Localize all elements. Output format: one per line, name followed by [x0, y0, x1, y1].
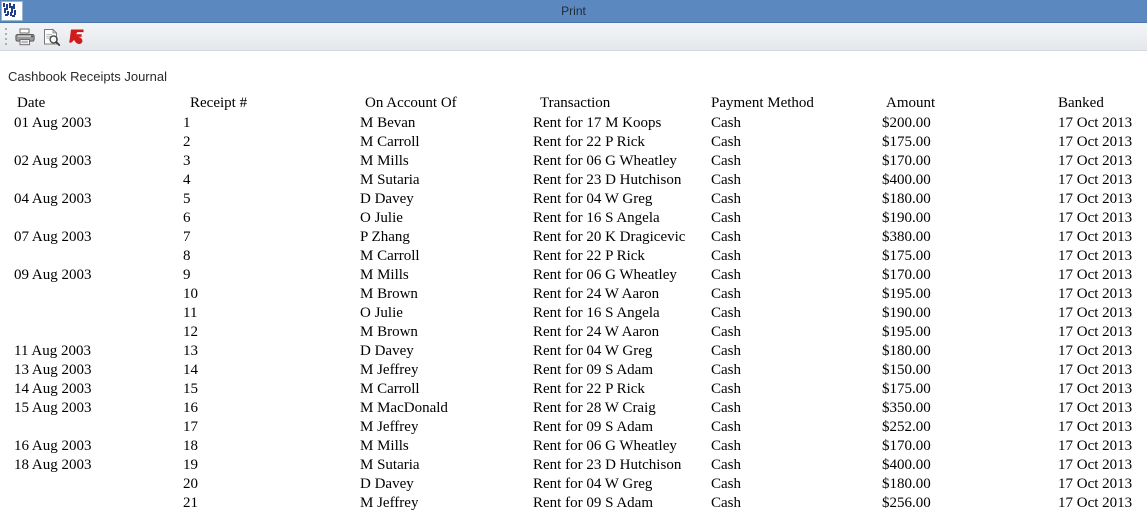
cell-on-account-of: D Davey — [360, 343, 414, 359]
print-button[interactable] — [12, 25, 38, 48]
cell-transaction: Rent for 09 S Adam — [533, 419, 653, 435]
table-row[interactable] — [0, 457, 1147, 476]
cell-banked: 17 Oct 2013 — [1058, 400, 1133, 416]
cell-transaction: Rent for 23 D Hutchison — [533, 172, 682, 188]
cell-receipt-number: 13 — [183, 343, 198, 359]
cell-transaction: Rent for 24 W Aaron — [533, 324, 660, 340]
cell-transaction: Rent for 04 W Greg — [533, 343, 653, 359]
cell-receipt-number: 14 — [183, 362, 198, 378]
table-row[interactable] — [0, 248, 1147, 267]
cell-receipt-number: 9 — [183, 267, 191, 283]
cell-on-account-of: M Jeffrey — [360, 362, 419, 378]
column-header-amount: Amount — [886, 95, 936, 111]
column-header-banked: Banked — [1058, 95, 1104, 111]
cell-amount: $380.00 — [882, 229, 931, 245]
cell-receipt-number: 17 — [183, 419, 198, 435]
cell-on-account-of: D Davey — [360, 476, 414, 492]
cell-payment-method: Cash — [711, 305, 741, 321]
cell-transaction: Rent for 06 G Wheatley — [533, 267, 677, 283]
cell-on-account-of: M Carroll — [360, 381, 420, 397]
table-row[interactable] — [0, 362, 1147, 381]
cell-banked: 17 Oct 2013 — [1058, 191, 1133, 207]
cell-transaction: Rent for 28 W Craig — [533, 400, 656, 416]
cell-amount: $400.00 — [882, 172, 931, 188]
table-row[interactable] — [0, 381, 1147, 400]
export-pdf-button[interactable] — [64, 25, 90, 48]
cell-payment-method: Cash — [711, 153, 741, 169]
cell-receipt-number: 1 — [183, 115, 191, 131]
cell-banked: 17 Oct 2013 — [1058, 267, 1133, 283]
cell-payment-method: Cash — [711, 267, 741, 283]
cell-date: 01 Aug 2003 — [14, 115, 92, 131]
cell-transaction: Rent for 22 P Rick — [533, 381, 645, 397]
cell-payment-method: Cash — [711, 248, 741, 264]
cell-amount: $195.00 — [882, 324, 931, 340]
cell-transaction: Rent for 09 S Adam — [533, 362, 653, 378]
window-titlebar — [0, 0, 1147, 23]
cell-banked: 17 Oct 2013 — [1058, 381, 1133, 397]
cell-payment-method: Cash — [711, 286, 741, 302]
table-row[interactable] — [0, 172, 1147, 191]
cell-payment-method: Cash — [711, 419, 741, 435]
cell-transaction: Rent for 04 W Greg — [533, 476, 653, 492]
cell-amount: $170.00 — [882, 153, 931, 169]
cell-date: 16 Aug 2003 — [14, 438, 92, 454]
cell-date: 04 Aug 2003 — [14, 191, 92, 207]
table-body — [0, 115, 1147, 514]
cell-on-account-of: M Sutaria — [360, 172, 420, 188]
cell-payment-method: Cash — [711, 115, 741, 131]
cell-receipt-number: 10 — [183, 286, 198, 302]
cell-receipt-number: 3 — [183, 153, 191, 169]
column-header-transaction: Transaction — [540, 95, 611, 111]
cell-date: 09 Aug 2003 — [14, 267, 92, 283]
cell-date: 02 Aug 2003 — [14, 153, 92, 169]
cell-banked: 17 Oct 2013 — [1058, 210, 1133, 226]
cell-on-account-of: O Julie — [360, 210, 403, 226]
cell-banked: 17 Oct 2013 — [1058, 476, 1133, 492]
table-row[interactable] — [0, 438, 1147, 457]
cell-payment-method: Cash — [711, 438, 741, 454]
cell-date: 15 Aug 2003 — [14, 400, 92, 416]
table-row[interactable] — [0, 286, 1147, 305]
cell-banked: 17 Oct 2013 — [1058, 286, 1133, 302]
cell-payment-method: Cash — [711, 324, 741, 340]
cell-banked: 17 Oct 2013 — [1058, 115, 1133, 131]
cell-payment-method: Cash — [711, 495, 741, 511]
cell-transaction: Rent for 06 G Wheatley — [533, 438, 677, 454]
cell-amount: $180.00 — [882, 476, 931, 492]
cell-on-account-of: M Brown — [360, 286, 418, 302]
cell-receipt-number: 7 — [183, 229, 191, 245]
cell-on-account-of: M Sutaria — [360, 457, 420, 473]
cell-receipt-number: 21 — [183, 495, 198, 511]
cell-on-account-of: M Jeffrey — [360, 419, 419, 435]
cell-amount: $350.00 — [882, 400, 931, 416]
cell-receipt-number: 20 — [183, 476, 198, 492]
cell-amount: $170.00 — [882, 267, 931, 283]
cell-on-account-of: M MacDonald — [360, 400, 448, 416]
cell-on-account-of: M Bevan — [360, 115, 416, 131]
column-header-receipt-number: Receipt # — [190, 95, 248, 111]
cell-date: 11 Aug 2003 — [14, 343, 91, 359]
cell-banked: 17 Oct 2013 — [1058, 134, 1133, 150]
cell-banked: 17 Oct 2013 — [1058, 324, 1133, 340]
cell-amount: $175.00 — [882, 381, 931, 397]
cell-payment-method: Cash — [711, 362, 741, 378]
cell-amount: $175.00 — [882, 248, 931, 264]
cell-transaction: Rent for 22 P Rick — [533, 134, 645, 150]
cell-amount: $180.00 — [882, 191, 931, 207]
cell-transaction: Rent for 23 D Hutchison — [533, 457, 682, 473]
cell-transaction: Rent for 04 W Greg — [533, 191, 653, 207]
cell-on-account-of: M Jeffrey — [360, 495, 419, 511]
cell-amount: $180.00 — [882, 343, 931, 359]
column-header-payment-method: Payment Method — [711, 95, 814, 111]
cell-on-account-of: O Julie — [360, 305, 403, 321]
cell-payment-method: Cash — [711, 343, 741, 359]
cell-date: 07 Aug 2003 — [14, 229, 92, 245]
table-row[interactable] — [0, 400, 1147, 419]
window-title: Print — [561, 4, 586, 18]
table-row[interactable] — [0, 495, 1147, 514]
cell-payment-method: Cash — [711, 400, 741, 416]
cell-amount: $252.00 — [882, 419, 931, 435]
cell-payment-method: Cash — [711, 134, 741, 150]
cell-receipt-number: 12 — [183, 324, 198, 340]
cell-transaction: Rent for 09 S Adam — [533, 495, 653, 511]
cell-transaction: Rent for 20 K Dragicevic — [533, 229, 686, 245]
toolbar-grip[interactable] — [2, 27, 9, 47]
cell-receipt-number: 18 — [183, 438, 198, 454]
cell-receipt-number: 19 — [183, 457, 198, 473]
cell-on-account-of: D Davey — [360, 191, 414, 207]
table-row[interactable] — [0, 476, 1147, 495]
cell-date: 14 Aug 2003 — [14, 381, 92, 397]
cell-banked: 17 Oct 2013 — [1058, 248, 1133, 264]
cell-banked: 17 Oct 2013 — [1058, 457, 1133, 473]
cell-receipt-number: 6 — [183, 210, 191, 226]
cell-payment-method: Cash — [711, 210, 741, 226]
cell-amount: $190.00 — [882, 305, 931, 321]
cell-amount: $256.00 — [882, 495, 931, 511]
table-row[interactable] — [0, 305, 1147, 324]
cell-on-account-of: M Brown — [360, 324, 418, 340]
cell-banked: 17 Oct 2013 — [1058, 229, 1133, 245]
cell-amount: $190.00 — [882, 210, 931, 226]
cell-banked: 17 Oct 2013 — [1058, 362, 1133, 378]
cell-payment-method: Cash — [711, 476, 741, 492]
table-row[interactable] — [0, 153, 1147, 172]
cell-banked: 17 Oct 2013 — [1058, 153, 1133, 169]
cell-receipt-number: 8 — [183, 248, 191, 264]
cell-amount: $150.00 — [882, 362, 931, 378]
print-preview-button[interactable] — [38, 25, 64, 48]
cell-payment-method: Cash — [711, 191, 741, 207]
cell-on-account-of: P Zhang — [360, 229, 410, 245]
table-row[interactable] — [0, 115, 1147, 134]
cell-amount: $400.00 — [882, 457, 931, 473]
cell-receipt-number: 2 — [183, 134, 191, 150]
cell-transaction: Rent for 22 P Rick — [533, 248, 645, 264]
table-row[interactable] — [0, 267, 1147, 286]
print-toolbar — [0, 23, 1147, 51]
cell-banked: 17 Oct 2013 — [1058, 172, 1133, 188]
table-row[interactable] — [0, 210, 1147, 229]
cell-amount: $175.00 — [882, 134, 931, 150]
cell-amount: $170.00 — [882, 438, 931, 454]
cell-banked: 17 Oct 2013 — [1058, 419, 1133, 435]
cell-on-account-of: M Carroll — [360, 134, 420, 150]
cell-receipt-number: 11 — [183, 305, 198, 321]
cell-on-account-of: M Mills — [360, 438, 409, 454]
table-header-row — [0, 95, 1147, 115]
table-row[interactable] — [0, 134, 1147, 153]
cell-banked: 17 Oct 2013 — [1058, 305, 1133, 321]
cell-transaction: Rent for 06 G Wheatley — [533, 153, 677, 169]
table-row[interactable] — [0, 191, 1147, 210]
cell-on-account-of: M Mills — [360, 267, 409, 283]
report-title: Cashbook Receipts Journal — [8, 69, 167, 84]
table-row[interactable] — [0, 343, 1147, 362]
report-page — [0, 51, 1147, 517]
cell-amount: $195.00 — [882, 286, 931, 302]
cell-date: 18 Aug 2003 — [14, 457, 92, 473]
cell-banked: 17 Oct 2013 — [1058, 343, 1133, 359]
cell-receipt-number: 16 — [183, 400, 198, 416]
cell-banked: 17 Oct 2013 — [1058, 495, 1133, 511]
cell-banked: 17 Oct 2013 — [1058, 438, 1133, 454]
receipts-table — [0, 95, 1147, 514]
cell-payment-method: Cash — [711, 457, 741, 473]
cell-receipt-number: 5 — [183, 191, 191, 207]
application-window-icon — [1, 1, 23, 21]
cell-transaction: Rent for 16 S Angela — [533, 210, 660, 226]
cell-on-account-of: M Carroll — [360, 248, 420, 264]
table-row[interactable] — [0, 324, 1147, 343]
cell-payment-method: Cash — [711, 229, 741, 245]
table-row[interactable] — [0, 419, 1147, 438]
column-header-date: Date — [17, 95, 46, 111]
cell-payment-method: Cash — [711, 172, 741, 188]
cell-receipt-number: 15 — [183, 381, 198, 397]
cell-on-account-of: M Mills — [360, 153, 409, 169]
cell-transaction: Rent for 17 M Koops — [533, 115, 662, 131]
cell-amount: $200.00 — [882, 115, 931, 131]
table-row[interactable] — [0, 229, 1147, 248]
column-header-on-account-of: On Account Of — [365, 95, 457, 111]
cell-transaction: Rent for 24 W Aaron — [533, 286, 660, 302]
cell-receipt-number: 4 — [183, 172, 191, 188]
cell-date: 13 Aug 2003 — [14, 362, 92, 378]
cell-payment-method: Cash — [711, 381, 741, 397]
cell-transaction: Rent for 16 S Angela — [533, 305, 660, 321]
